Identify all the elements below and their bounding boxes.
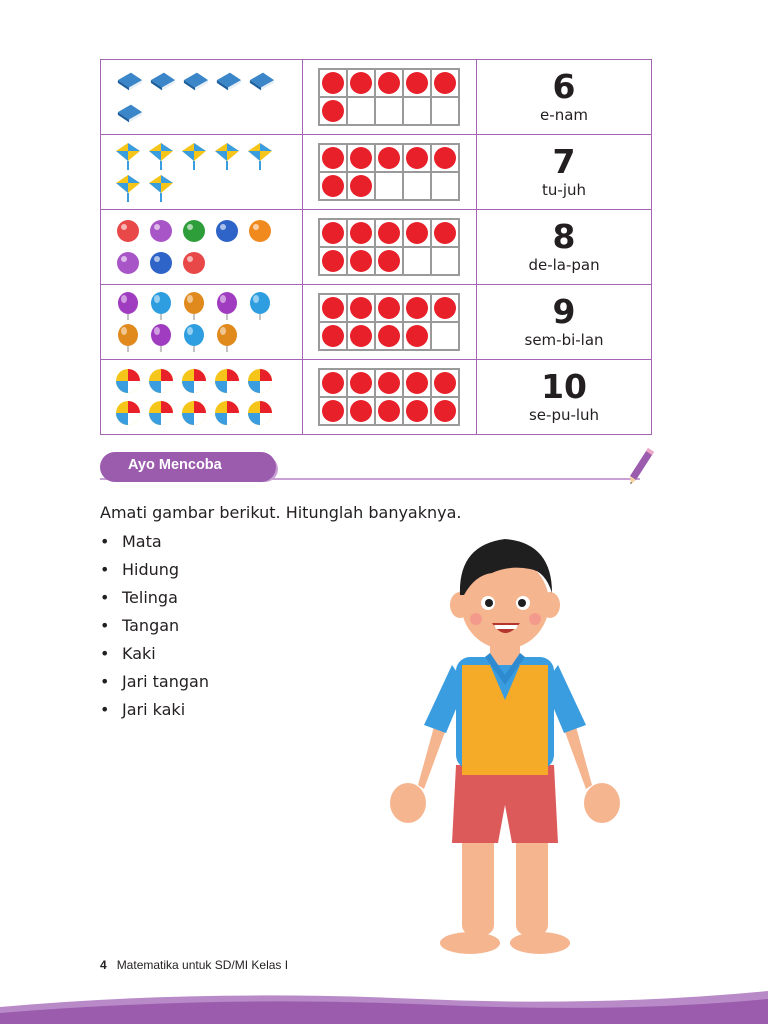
marble-icon (114, 249, 142, 277)
counter-dot (322, 100, 344, 122)
counter-dot (322, 175, 344, 197)
ten-frame-cell-box (403, 219, 431, 247)
counter-dot (322, 297, 344, 319)
ten-frame-cell-box (403, 294, 431, 322)
counter-dot (434, 372, 456, 394)
counter-dot (378, 147, 400, 169)
body-part-list (100, 530, 209, 726)
ten-frame-cell-box (319, 97, 347, 125)
counter-dot (378, 250, 400, 272)
page-footer (100, 958, 288, 972)
ten-frame-cell-box (375, 247, 403, 275)
ten-frame-cell (302, 60, 476, 135)
counter-dot (434, 222, 456, 244)
numeral: 8 (552, 217, 576, 256)
balloon-icon (246, 292, 274, 320)
ten-frame-cell-box (375, 369, 403, 397)
list-item (100, 698, 209, 726)
counter-dot (406, 400, 428, 422)
ten-frame-cell-box (347, 397, 375, 425)
counter-dot (350, 297, 372, 319)
counter-dot (434, 147, 456, 169)
list-item (100, 614, 209, 642)
counter-dot (350, 400, 372, 422)
counter-dot (378, 297, 400, 319)
counter-dot (434, 72, 456, 94)
list-item (100, 530, 209, 558)
ten-frame-cell (302, 285, 476, 360)
counter-dot (378, 222, 400, 244)
ten-frame-cell-box (431, 219, 459, 247)
bullet-icon: • (100, 532, 110, 551)
ten-frame-cell-box (319, 247, 347, 275)
marble-icon (114, 217, 142, 245)
list-item (100, 642, 209, 670)
counter-dot (406, 72, 428, 94)
table-row (101, 60, 652, 135)
boy-illustration (380, 525, 630, 965)
counter-dot (322, 325, 344, 347)
counter-dot (350, 222, 372, 244)
list-item (100, 670, 209, 698)
beach-ball-icon (180, 367, 208, 395)
beach-ball-icon (246, 367, 274, 395)
ten-frame-cell-box (375, 144, 403, 172)
ten-frame-cell-box (347, 219, 375, 247)
counter-dot (378, 72, 400, 94)
kite-icon (246, 142, 274, 170)
ten-frame-cell-box (375, 219, 403, 247)
counter-dot (322, 72, 344, 94)
counter-dot (322, 250, 344, 272)
counter-dot (322, 400, 344, 422)
bullet-icon: • (100, 616, 110, 635)
list-item-label: Hidung (122, 560, 180, 579)
marble-icon (213, 217, 241, 245)
beach-ball-icon (180, 399, 208, 427)
object-cell (101, 210, 303, 285)
beach-ball-icon (114, 399, 142, 427)
list-item-label: Kaki (122, 644, 156, 663)
ten-frame-cell-box (347, 322, 375, 350)
counter-dot (350, 147, 372, 169)
ten-frame-cell-box (347, 172, 375, 200)
ten-frame-cell-box (319, 294, 347, 322)
marble-icon (147, 217, 175, 245)
kite-icon (114, 174, 142, 202)
table-row (101, 210, 652, 285)
object-cell (101, 135, 303, 210)
ten-frame-cell-box (375, 97, 403, 125)
list-item-label: Jari kaki (122, 700, 186, 719)
ten-frame-cell-box (431, 69, 459, 97)
counter-dot (406, 325, 428, 347)
beach-ball-icon (147, 367, 175, 395)
bullet-icon: • (100, 700, 110, 719)
ten-frame-cell-box (375, 69, 403, 97)
counter-dot (406, 147, 428, 169)
list-item-label: Tangan (122, 616, 180, 635)
ten-frame-cell-box (431, 397, 459, 425)
counter-dot (434, 400, 456, 422)
beach-ball-icon (147, 399, 175, 427)
number-cell (477, 60, 652, 135)
counter-dot (406, 297, 428, 319)
book-icon (215, 67, 243, 95)
number-cell (477, 210, 652, 285)
number-word: se-pu-luh (528, 406, 600, 424)
list-item-label: Jari tangan (122, 672, 209, 691)
number-word: sem-bi-lan (524, 331, 604, 349)
bullet-icon: • (100, 644, 110, 663)
list-item-label: Mata (122, 532, 162, 551)
ten-frame-cell-box (319, 369, 347, 397)
counting-table (100, 59, 652, 435)
bullet-icon: • (100, 588, 110, 607)
numeral: 10 (541, 367, 587, 406)
ten-frame (318, 143, 460, 201)
ten-frame-cell-box (431, 172, 459, 200)
marble-icon (180, 249, 208, 277)
book-icon (116, 99, 144, 127)
list-item (100, 586, 209, 614)
counter-dot (350, 175, 372, 197)
ten-frame-cell-box (347, 97, 375, 125)
table-row (101, 285, 652, 360)
balloon-icon (147, 292, 175, 320)
numeral: 9 (552, 292, 576, 331)
ten-frame-cell-box (347, 294, 375, 322)
ten-frame-cell-box (319, 322, 347, 350)
ten-frame-cell-box (431, 247, 459, 275)
kite-icon (180, 142, 208, 170)
kite-icon (213, 142, 241, 170)
bullet-icon: • (100, 560, 110, 579)
ten-frame-cell-box (319, 219, 347, 247)
ten-frame-cell-box (403, 247, 431, 275)
counter-dot (406, 372, 428, 394)
ten-frame-cell-box (403, 172, 431, 200)
list-item-label: Telinga (122, 588, 178, 607)
counter-dot (322, 147, 344, 169)
numeral: 6 (552, 67, 576, 106)
ten-frame (318, 293, 460, 351)
ten-frame-cell-box (375, 322, 403, 350)
number-word: tu-juh (542, 181, 587, 199)
balloon-icon (114, 292, 142, 320)
balloon-icon (147, 324, 175, 352)
counter-dot (406, 222, 428, 244)
ten-frame-cell-box (319, 172, 347, 200)
section-title: Ayo Mencoba (128, 457, 222, 473)
number-word: e-nam (540, 106, 588, 124)
number-word: de-la-pan (528, 256, 600, 274)
pencil-icon (626, 446, 656, 486)
object-cell (101, 360, 303, 435)
table-row (101, 135, 652, 210)
ten-frame-cell-box (431, 144, 459, 172)
ten-frame-cell-box (403, 97, 431, 125)
counter-dot (378, 325, 400, 347)
number-cell (477, 285, 652, 360)
ten-frame-cell-box (319, 69, 347, 97)
balloon-icon (213, 324, 241, 352)
book-icon (182, 67, 210, 95)
ten-frame-cell-box (347, 144, 375, 172)
ten-frame-cell-box (403, 322, 431, 350)
book-title: Matematika untuk SD/MI Kelas I (116, 958, 289, 972)
list-item (100, 558, 209, 586)
object-cell (101, 60, 303, 135)
ten-frame (318, 368, 460, 426)
kite-icon (114, 142, 142, 170)
marble-icon (147, 249, 175, 277)
counter-dot (350, 72, 372, 94)
number-cell (477, 135, 652, 210)
counter-dot (322, 372, 344, 394)
ten-frame (318, 218, 460, 276)
marble-icon (246, 217, 274, 245)
ten-frame-cell-box (375, 397, 403, 425)
ten-frame-cell-box (403, 369, 431, 397)
book-icon (116, 67, 144, 95)
ten-frame-cell-box (431, 97, 459, 125)
counter-dot (378, 400, 400, 422)
ten-frame-cell (302, 210, 476, 285)
ten-frame-cell-box (431, 322, 459, 350)
ten-frame-cell-box (319, 144, 347, 172)
counter-dot (350, 372, 372, 394)
balloon-icon (180, 292, 208, 320)
ten-frame (318, 68, 460, 126)
beach-ball-icon (213, 399, 241, 427)
kite-icon (147, 142, 175, 170)
ten-frame-cell-box (403, 397, 431, 425)
balloon-icon (213, 292, 241, 320)
object-cell (101, 285, 303, 360)
ten-frame-cell-box (319, 397, 347, 425)
ten-frame-cell-box (431, 369, 459, 397)
book-icon (248, 67, 276, 95)
ten-frame-cell-box (403, 144, 431, 172)
ten-frame-cell-box (403, 69, 431, 97)
ten-frame-cell-box (347, 69, 375, 97)
ten-frame-cell-box (431, 294, 459, 322)
balloon-icon (180, 324, 208, 352)
beach-ball-icon (246, 399, 274, 427)
bullet-icon: • (100, 672, 110, 691)
footer-wave (0, 985, 768, 1024)
ten-frame-cell-box (375, 294, 403, 322)
counter-dot (350, 250, 372, 272)
counter-dot (378, 372, 400, 394)
marble-icon (180, 217, 208, 245)
beach-ball-icon (213, 367, 241, 395)
number-cell (477, 360, 652, 435)
counter-dot (322, 222, 344, 244)
ten-frame-cell (302, 360, 476, 435)
page-number: 4 (100, 958, 107, 972)
counter-dot (350, 325, 372, 347)
balloon-icon (114, 324, 142, 352)
counter-dot (434, 297, 456, 319)
section-header (100, 452, 276, 482)
numeral: 7 (552, 142, 576, 181)
ten-frame-cell (302, 135, 476, 210)
beach-ball-icon (114, 367, 142, 395)
instruction-text: Amati gambar berikut. Hitunglah banyaknya. (100, 503, 462, 522)
ten-frame-cell-box (347, 369, 375, 397)
ten-frame-cell-box (375, 172, 403, 200)
table-row (101, 360, 652, 435)
book-icon (149, 67, 177, 95)
kite-icon (147, 174, 175, 202)
ten-frame-cell-box (347, 247, 375, 275)
